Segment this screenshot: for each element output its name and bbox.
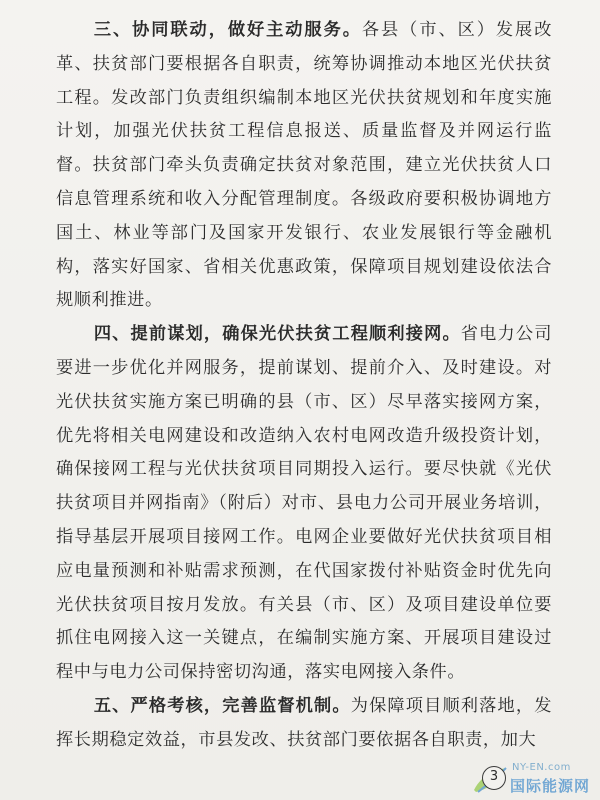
paragraph-4 <box>56 318 552 690</box>
watermark-name: 国际能源网 <box>510 777 591 795</box>
paragraph-5 <box>56 690 552 758</box>
paragraph-text: 为保障项目顺利落地，发挥长期稳定效益，市县发改、扶贫部门要依据各自职责，加大 <box>56 695 552 750</box>
paragraph-heading: 三、协同联动，做好主动服务。 <box>93 20 362 40</box>
paragraph-text: 各县（市、区）发展改革、扶贫部门要根据各自职责，统筹协调推动本地区光伏扶贫工程。发改部门负责组织编制本地区光伏扶贫规划和年度实施计划，加强光伏扶贫工程信息报送、质量监督及并网运行监督。扶贫部门牵头负责确定扶贫对象范围，建立光伏扶贫人口信息管理系统和收入分配管理制度。各级政府要积极协调地方国土、林业等部门及国家开发银行、农业发展银行等金融机构，落实好国家、省相关优惠政策，保障项目规划建设依法合规顺利推进。 <box>56 20 552 311</box>
document-body <box>56 14 552 758</box>
page-number: 3 <box>482 766 506 790</box>
paragraph-heading: 五、严格考核，完善监督机制。 <box>93 695 351 716</box>
paragraph-text: 省电力公司要进一步优化并网服务，提前谋划、提前介入、及时建设。对光伏扶贫实施方案已明确的县（市、区）尽早落实接网方案，优先将相关电网建设和改造纳入农村电网改造升级投资计划，确保接网工程与光伏扶贫项目同期投入运行。要尽快就《光伏扶贫项目并网指南》（附后）对市、县电力公司开展业务培训，指导基层开展项目接网工作。电网企业要做好光伏扶贫项目相应电量预测和补贴需求预测，在代国家拨付补贴资金时优先向光伏扶贫项目按月发放。有关县（市、区）及项目建设单位要抓住电网接入这一关键点，在编制实施方案、开展项目建设过程中与电力公司保持密切沟通，落实电网接入条件。 <box>56 324 552 683</box>
paragraph-heading: 四、提前谋划，确保光伏扶贫工程顺利接网。 <box>93 324 461 345</box>
watermark-url: NY-EN.com <box>512 762 571 773</box>
paragraph-3 <box>56 14 552 318</box>
